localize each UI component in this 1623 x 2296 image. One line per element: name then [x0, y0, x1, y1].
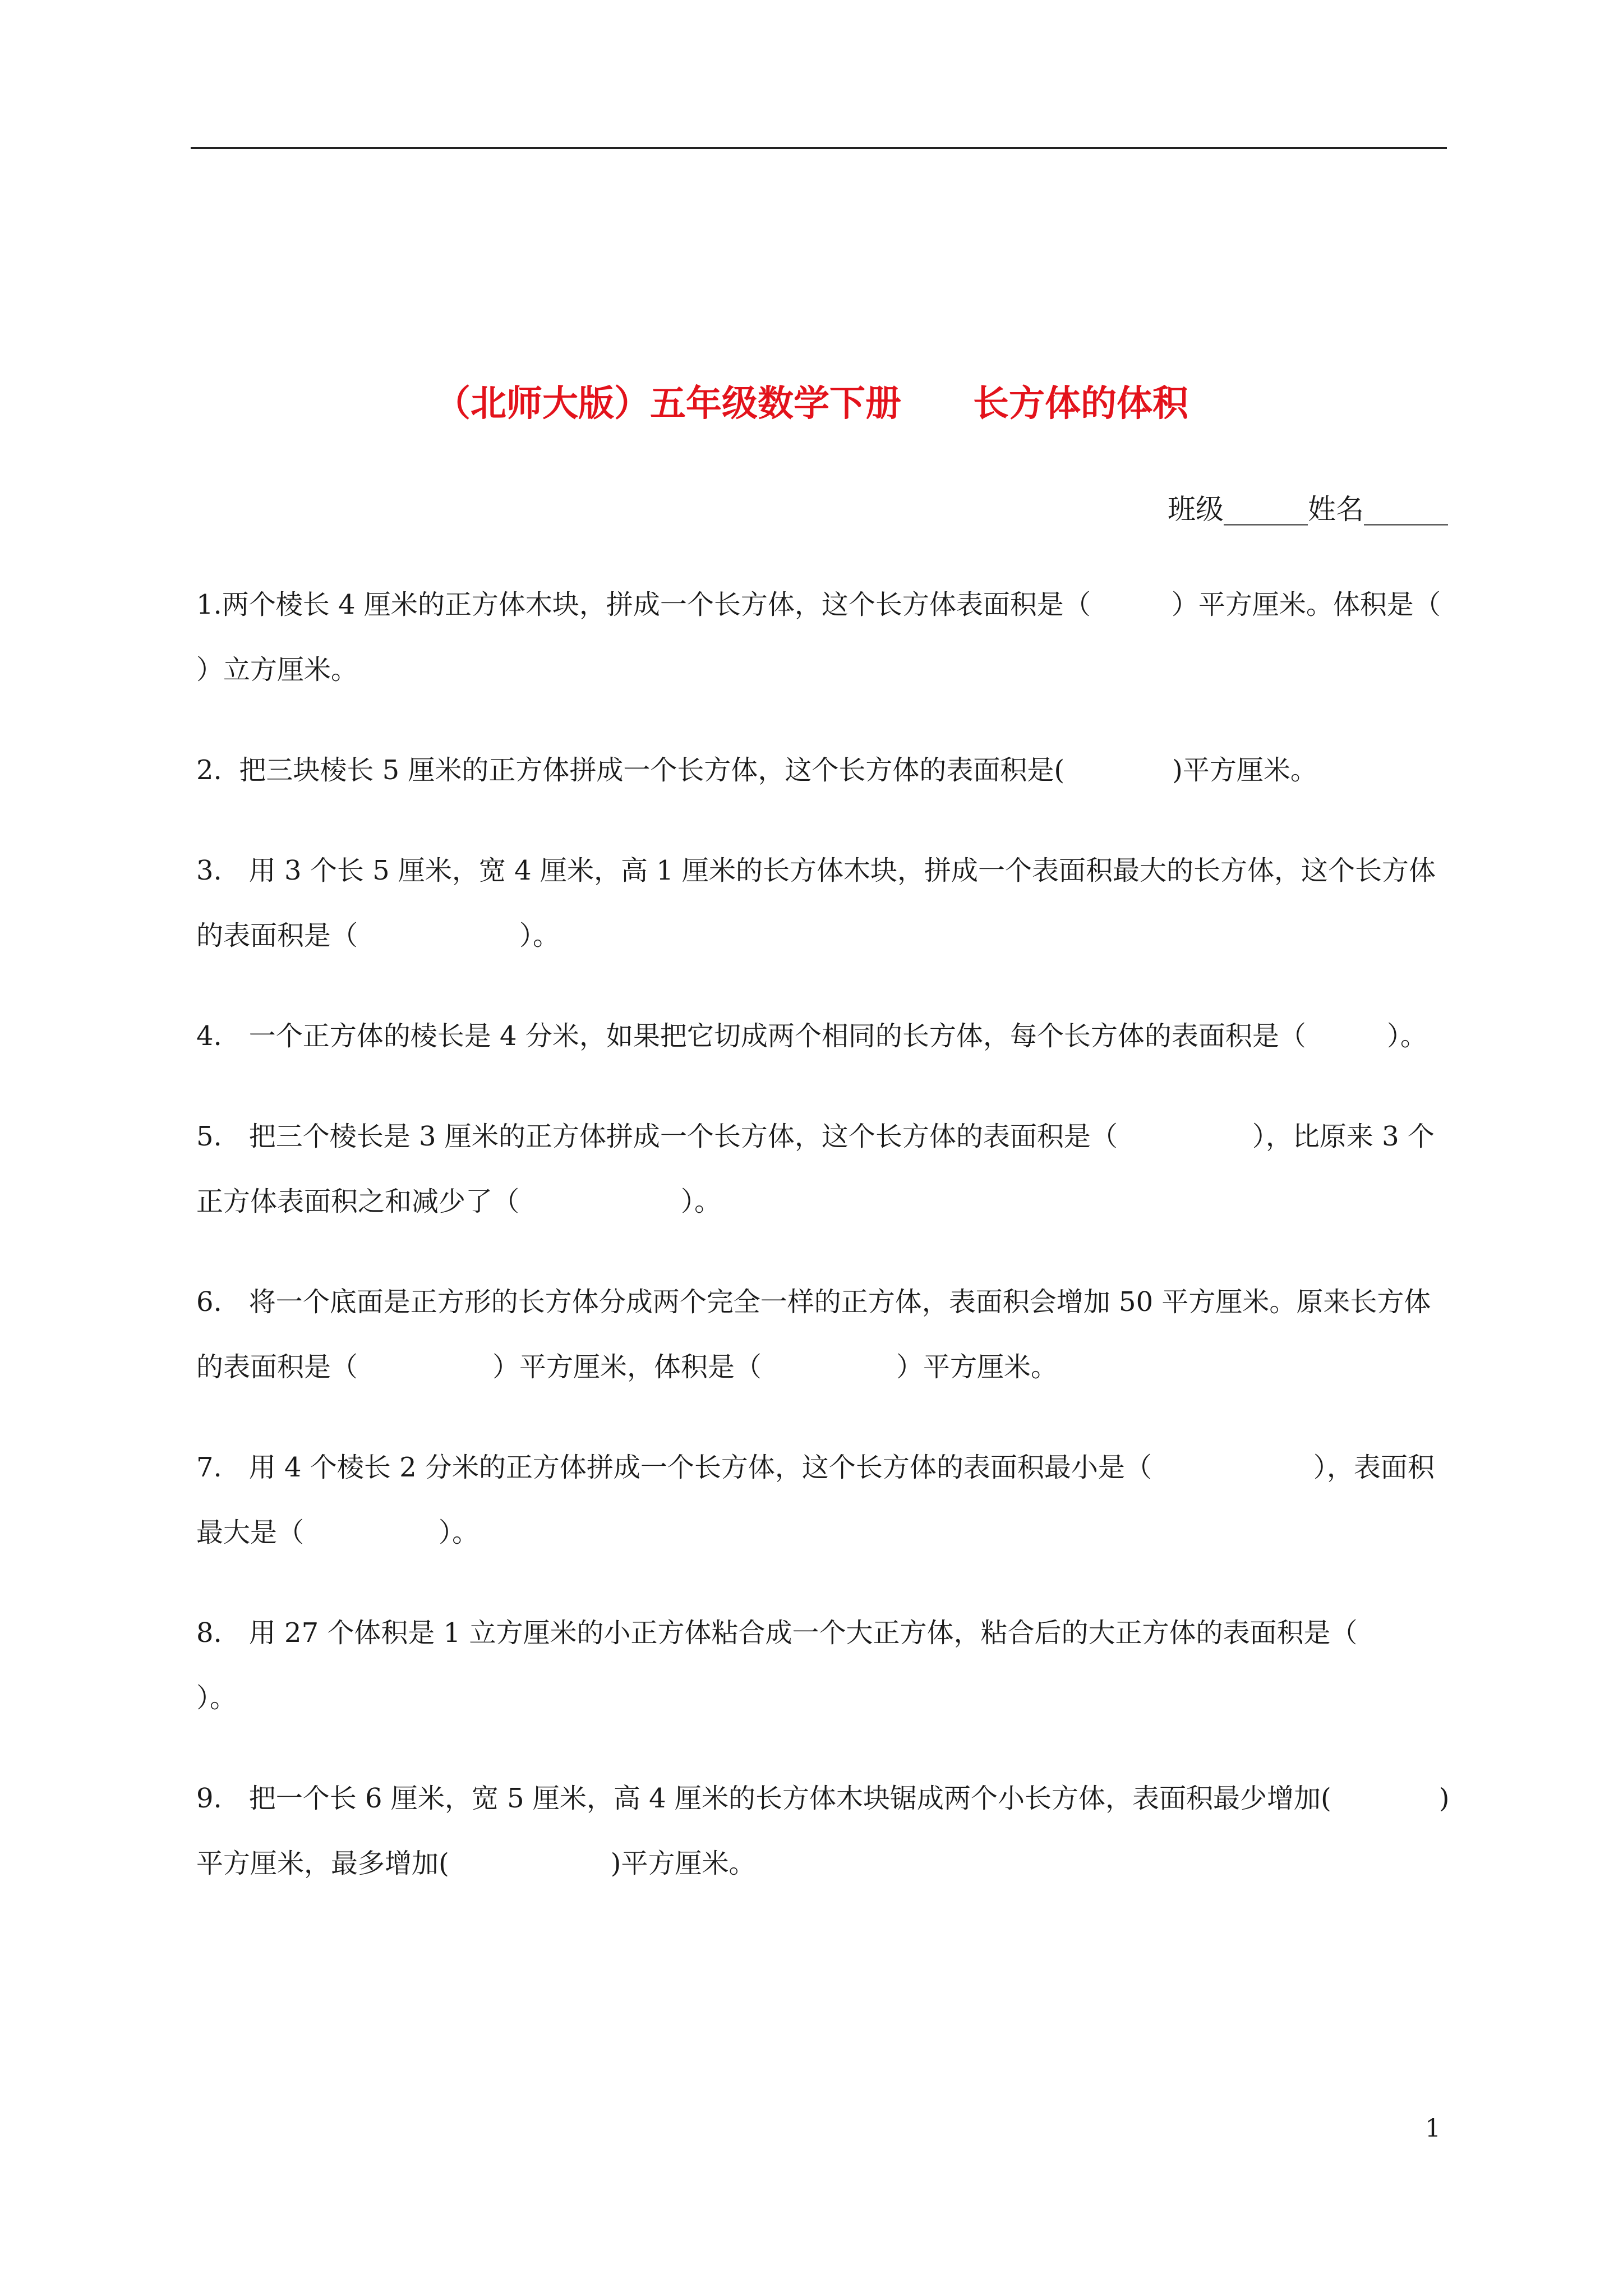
question-5: 5. 把三个棱长是 3 厘米的正方体拼成一个长方体，这个长方体的表面积是（ ），比原来 3 个正方体表面积之和减少了（ ）。 — [196, 1121, 1435, 1217]
page-number: 1 — [1425, 2114, 1441, 2143]
document-title: （北师大版）五年级数学下册 长方体的体积 — [435, 383, 1188, 425]
question-9: 9. 把一个长 6 厘米，宽 5 厘米，高 4 厘米的长方体木块锯成两个小长方体，表面积最少增加( )平方厘米，最多增加( )平方厘米。 — [196, 1783, 1450, 1879]
question-7: 7. 用 4 个棱长 2 分米的正方体拼成一个长方体，这个长方体的表面积最小是（ ），表面积最大是（ ）。 — [196, 1452, 1435, 1548]
question-3: 3. 用 3 个长 5 厘米，宽 4 厘米，高 1 厘米的长方体木块，拼成一个表面积最大的长方体，这个长方体的表面积是（ ）。 — [196, 855, 1436, 951]
header-rule — [191, 147, 1447, 149]
question-8: 8. 用 27 个体积是 1 立方厘米的小正方体粘合成一个大正方体，粘合后的大正方体的表面积是（ ）。 — [196, 1617, 1438, 1714]
question-1: 1.两个棱长 4 厘米的正方体木块，拼成一个长方体，这个长方体表面积是（ ）平方厘米。体积是（ ）立方厘米。 — [196, 589, 1548, 685]
question-6: 6. 将一个底面是正方形的长方体分成两个完全一样的正方体，表面积会增加 50 平方厘米。原来长方体的表面积是（ ）平方厘米，体积是（ ）平方厘米。 — [196, 1286, 1431, 1383]
question-4: 4. 一个正方体的棱长是 4 分米，如果把它切成两个相同的长方体，每个长方体的表面积是（ ）。 — [196, 1020, 1427, 1052]
question-list — [196, 572, 1548, 1931]
question-2: 2. 把三块棱长 5 厘米的正方体拼成一个长方体，这个长方体的表面积是( )平方厘米。 — [196, 754, 1317, 786]
student-info: 班级______姓名______ — [1168, 493, 1448, 526]
